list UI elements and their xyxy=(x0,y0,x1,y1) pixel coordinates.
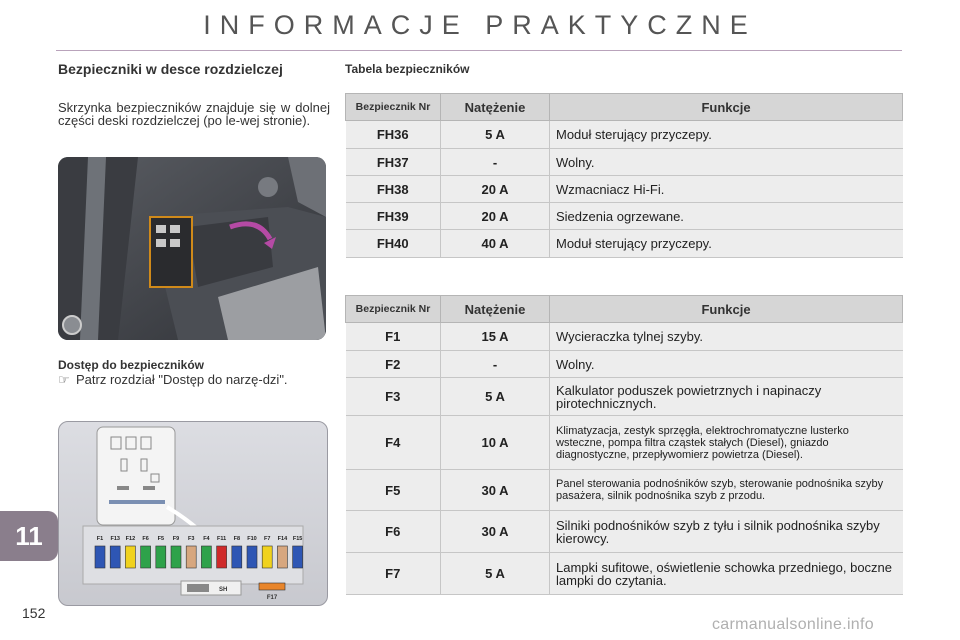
fuse-table-1 xyxy=(345,93,903,258)
fuse-label: F7 xyxy=(263,536,271,542)
fuse-number: F5 xyxy=(346,470,441,511)
table-row xyxy=(346,511,903,553)
fuse-block-f1 xyxy=(95,546,105,568)
fuse-function: Moduł sterujący przyczepy. xyxy=(550,230,903,258)
table-row xyxy=(346,121,903,149)
header-functions: Funkcje xyxy=(550,296,903,323)
fuse-block-f10 xyxy=(247,546,257,568)
table-row xyxy=(346,378,903,416)
dashboard-photo xyxy=(58,157,326,340)
table-row xyxy=(346,553,903,595)
fuse-function: Siedzenia ogrzewane. xyxy=(550,203,903,230)
fuse-number: F7 xyxy=(346,553,441,595)
table-row xyxy=(346,230,903,258)
fuse-amperage: 20 A xyxy=(441,176,550,203)
fuse-label: F10 xyxy=(247,536,257,542)
header-divider xyxy=(56,50,902,51)
fuse-block-f6 xyxy=(141,546,151,568)
fuse-table-2 xyxy=(345,295,903,595)
fuse-label: F6 xyxy=(142,536,149,542)
fuse-amperage: 5 A xyxy=(441,378,550,416)
fuse-block-f9 xyxy=(171,546,181,568)
fuse-label: F8 xyxy=(233,536,241,542)
fuse-number: F2 xyxy=(346,351,441,378)
fuse-label: F11 xyxy=(217,536,227,542)
fuse-function: Kalkulator poduszek powietrznych i napinaczy pirotechnicznych. xyxy=(550,378,903,416)
table-row xyxy=(346,323,903,351)
fuse-number: FH37 xyxy=(346,149,441,176)
page-header-title: INFORMACJE PRAKTYCZNE xyxy=(203,10,757,40)
pointing-hand-icon: ☞ xyxy=(58,372,70,387)
fuse-number: FH39 xyxy=(346,203,441,230)
fuse-number: FH40 xyxy=(346,230,441,258)
fuse-block-f7 xyxy=(262,546,272,568)
fuse-number: F1 xyxy=(346,323,441,351)
f17-label: F17 xyxy=(266,595,278,601)
table-row xyxy=(346,416,903,470)
fuse-function: Wycieraczka tylnej szyby. xyxy=(550,323,903,351)
fuse-number: F4 xyxy=(346,416,441,470)
fuse-amperage: 15 A xyxy=(441,323,550,351)
dashboard-photo-illustration xyxy=(58,157,326,340)
table-row xyxy=(346,203,903,230)
fuse-block-f12 xyxy=(125,546,135,568)
fuse-label: F12 xyxy=(125,536,136,542)
fuse-label: F1 xyxy=(96,536,104,542)
table-row xyxy=(346,470,903,511)
fuse-number: FH36 xyxy=(346,121,441,149)
fuse-box-diagram xyxy=(58,421,328,606)
header-fuse-number: Bezpiecznik Nr xyxy=(346,94,441,121)
sh-label: SH xyxy=(219,587,228,593)
fuse-label: F13 xyxy=(110,536,120,542)
table-row xyxy=(346,351,903,378)
fuse-function: Klimatyzacja, zestyk sprzęgła, elektrochromatyczne lusterko wsteczne, pompa filtra cząstek stałych (Diesel), gniazdo diagnostyczne, przepływomierz powietrza (Diesel). xyxy=(550,416,903,470)
fuse-function: Wolny. xyxy=(550,149,903,176)
watermark: carmanualsonline.info xyxy=(712,616,874,633)
fuse-label: F15 xyxy=(292,536,303,542)
fuse-function: Silniki podnośników szyb z tyłu i silnik podnośnika szyby kierowcy. xyxy=(550,511,903,553)
page-number: 152 xyxy=(22,605,46,621)
fuse-label: F4 xyxy=(203,536,210,542)
fuse-f17-block xyxy=(259,583,285,590)
fuse-box-svg xyxy=(59,422,327,605)
access-subtitle: Dostęp do bezpieczników xyxy=(58,358,205,372)
section-title: Bezpieczniki w desce rozdzielczej xyxy=(58,61,283,77)
header-amperage: Natężenie xyxy=(441,94,550,121)
table-row xyxy=(346,149,903,176)
fuse-function: Wolny. xyxy=(550,351,903,378)
fuse-block-f5 xyxy=(156,546,166,568)
fuse-block-f15 xyxy=(293,546,303,568)
fuse-block-f14 xyxy=(277,546,287,568)
fuse-label: F14 xyxy=(277,536,288,542)
fuse-table-title: Tabela bezpieczników xyxy=(345,62,470,76)
fuse-amperage: 20 A xyxy=(441,203,550,230)
fuse-function: Moduł sterujący przyczepy. xyxy=(550,121,903,149)
header-functions: Funkcje xyxy=(550,94,903,121)
fuse-amperage: 30 A xyxy=(441,511,550,553)
fuse-label: F5 xyxy=(157,536,165,542)
fuse-block-f11 xyxy=(217,546,227,568)
fuse-amperage: 10 A xyxy=(441,416,550,470)
fuse-amperage: 40 A xyxy=(441,230,550,258)
fuse-number: FH38 xyxy=(346,176,441,203)
fuse-label: F3 xyxy=(187,536,195,542)
intro-paragraph: Skrzynka bezpieczników znajduje się w dolnej części deski rozdzielczej (po le-wej stronie). xyxy=(58,100,330,128)
fuse-amperage: - xyxy=(441,351,550,378)
fuse-block-f3 xyxy=(186,546,196,568)
fuse-function: Wzmacniacz Hi-Fi. xyxy=(550,176,903,203)
header-fuse-number: Bezpiecznik Nr xyxy=(346,296,441,323)
fuse-function: Panel sterowania podnośników szyb, sterowanie podnośnika szyby pasażera, silnik podnośnika szyb z przodu. xyxy=(550,470,903,511)
fuse-block-f4 xyxy=(201,546,211,568)
fuse-number: F6 xyxy=(346,511,441,553)
access-bullet xyxy=(58,373,330,386)
fuse-function: Lampki sufitowe, oświetlenie schowka przedniego, boczne lampki do czytania. xyxy=(550,553,903,595)
fuse-amperage: 5 A xyxy=(441,121,550,149)
fuse-block-f13 xyxy=(110,546,120,568)
fuse-number: F3 xyxy=(346,378,441,416)
access-text: Patrz rozdział "Dostęp do narzę-dzi". xyxy=(76,372,288,387)
fuse-amperage: - xyxy=(441,149,550,176)
table-row xyxy=(346,176,903,203)
chapter-tab: 11 xyxy=(0,511,58,561)
fuse-amperage: 30 A xyxy=(441,470,550,511)
header-amperage: Natężenie xyxy=(441,296,550,323)
fuse-amperage: 5 A xyxy=(441,553,550,595)
fuse-block-f8 xyxy=(232,546,242,568)
fuse-label: F9 xyxy=(172,536,180,542)
